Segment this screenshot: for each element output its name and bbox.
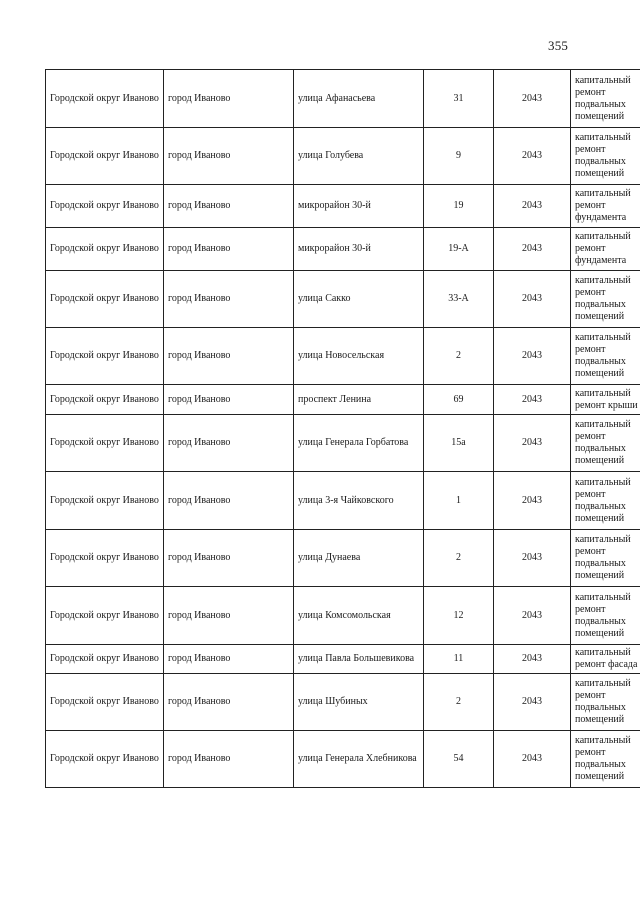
house-number-cell: 12 xyxy=(424,587,494,645)
year-cell: 2043 xyxy=(494,415,571,472)
work-type-cell: капитальный ремонт фундамента xyxy=(571,228,640,271)
municipality-cell: Городской округ Иваново xyxy=(46,645,164,674)
table-row xyxy=(46,587,640,645)
house-number-cell: 69 xyxy=(424,385,494,415)
street-cell: улица Шубиных xyxy=(294,674,424,731)
house-number-cell: 9 xyxy=(424,128,494,185)
settlement-cell: город Иваново xyxy=(164,70,294,128)
work-type-cell: капитальный ремонт подвальных помещений xyxy=(571,415,640,472)
table-row xyxy=(46,472,640,530)
table-row xyxy=(46,674,640,731)
table-row xyxy=(46,415,640,472)
municipality-cell: Городской округ Иваново xyxy=(46,587,164,645)
year-cell: 2043 xyxy=(494,185,571,228)
year-cell: 2043 xyxy=(494,731,571,788)
street-cell: микрорайон 30-й xyxy=(294,185,424,228)
settlement-cell: город Иваново xyxy=(164,530,294,587)
settlement-cell: город Иваново xyxy=(164,128,294,185)
page-number: 355 xyxy=(548,38,569,53)
municipality-cell: Городской округ Иваново xyxy=(46,271,164,328)
street-cell: улица Генерала Хлебникова xyxy=(294,731,424,788)
settlement-cell: город Иваново xyxy=(164,674,294,731)
table-row xyxy=(46,385,640,415)
street-cell: проспект Ленина xyxy=(294,385,424,415)
table-row xyxy=(46,271,640,328)
municipality-cell: Городской округ Иваново xyxy=(46,128,164,185)
work-type-cell: капитальный ремонт подвальных помещений xyxy=(571,271,640,328)
house-number-cell: 2 xyxy=(424,530,494,587)
settlement-cell: город Иваново xyxy=(164,228,294,271)
house-number-cell: 2 xyxy=(424,328,494,385)
municipality-cell: Городской округ Иваново xyxy=(46,185,164,228)
street-cell: улица Комсомольская xyxy=(294,587,424,645)
street-cell: улица Сакко xyxy=(294,271,424,328)
street-cell: улица Павла Большевикова xyxy=(294,645,424,674)
settlement-cell: город Иваново xyxy=(164,731,294,788)
year-cell: 2043 xyxy=(494,128,571,185)
house-number-cell: 19-А xyxy=(424,228,494,271)
street-cell: улица Новосельская xyxy=(294,328,424,385)
table-row xyxy=(46,128,640,185)
table-row xyxy=(46,185,640,228)
house-number-cell: 54 xyxy=(424,731,494,788)
repair-schedule-table xyxy=(45,69,640,788)
street-cell: улица Афанасьева xyxy=(294,70,424,128)
table-row xyxy=(46,70,640,128)
settlement-cell: город Иваново xyxy=(164,472,294,530)
repair-schedule-body xyxy=(46,70,640,788)
house-number-cell: 19 xyxy=(424,185,494,228)
work-type-cell: капитальный ремонт подвальных помещений xyxy=(571,70,640,128)
municipality-cell: Городской округ Иваново xyxy=(46,674,164,731)
house-number-cell: 1 xyxy=(424,472,494,530)
work-type-cell: капитальный ремонт подвальных помещений xyxy=(571,328,640,385)
street-cell: микрорайон 30-й xyxy=(294,228,424,271)
street-cell: улица Генерала Горбатова xyxy=(294,415,424,472)
work-type-cell: капитальный ремонт подвальных помещений xyxy=(571,472,640,530)
work-type-cell: капитальный ремонт фундамента xyxy=(571,185,640,228)
work-type-cell: капитальный ремонт подвальных помещений xyxy=(571,530,640,587)
settlement-cell: город Иваново xyxy=(164,328,294,385)
year-cell: 2043 xyxy=(494,228,571,271)
house-number-cell: 15а xyxy=(424,415,494,472)
work-type-cell: капитальный ремонт подвальных помещений xyxy=(571,587,640,645)
table-row xyxy=(46,731,640,788)
municipality-cell: Городской округ Иваново xyxy=(46,472,164,530)
work-type-cell: капитальный ремонт подвальных помещений xyxy=(571,731,640,788)
street-cell: улица 3-я Чайковского xyxy=(294,472,424,530)
work-type-cell: капитальный ремонт фасада xyxy=(571,645,640,674)
municipality-cell: Городской округ Иваново xyxy=(46,415,164,472)
house-number-cell: 33-А xyxy=(424,271,494,328)
municipality-cell: Городской округ Иваново xyxy=(46,70,164,128)
house-number-cell: 31 xyxy=(424,70,494,128)
year-cell: 2043 xyxy=(494,472,571,530)
settlement-cell: город Иваново xyxy=(164,415,294,472)
settlement-cell: город Иваново xyxy=(164,587,294,645)
table-row xyxy=(46,228,640,271)
year-cell: 2043 xyxy=(494,271,571,328)
table-row xyxy=(46,530,640,587)
year-cell: 2043 xyxy=(494,385,571,415)
year-cell: 2043 xyxy=(494,530,571,587)
year-cell: 2043 xyxy=(494,587,571,645)
table-row xyxy=(46,328,640,385)
municipality-cell: Городской округ Иваново xyxy=(46,328,164,385)
work-type-cell: капитальный ремонт подвальных помещений xyxy=(571,128,640,185)
municipality-cell: Городской округ Иваново xyxy=(46,385,164,415)
year-cell: 2043 xyxy=(494,645,571,674)
table-row xyxy=(46,645,640,674)
house-number-cell: 11 xyxy=(424,645,494,674)
municipality-cell: Городской округ Иваново xyxy=(46,731,164,788)
street-cell: улица Дунаева xyxy=(294,530,424,587)
settlement-cell: город Иваново xyxy=(164,185,294,228)
year-cell: 2043 xyxy=(494,70,571,128)
municipality-cell: Городской округ Иваново xyxy=(46,228,164,271)
municipality-cell: Городской округ Иваново xyxy=(46,530,164,587)
work-type-cell: капитальный ремонт крыши xyxy=(571,385,640,415)
year-cell: 2043 xyxy=(494,674,571,731)
house-number-cell: 2 xyxy=(424,674,494,731)
settlement-cell: город Иваново xyxy=(164,385,294,415)
settlement-cell: город Иваново xyxy=(164,271,294,328)
street-cell: улица Голубева xyxy=(294,128,424,185)
year-cell: 2043 xyxy=(494,328,571,385)
settlement-cell: город Иваново xyxy=(164,645,294,674)
work-type-cell: капитальный ремонт подвальных помещений xyxy=(571,674,640,731)
